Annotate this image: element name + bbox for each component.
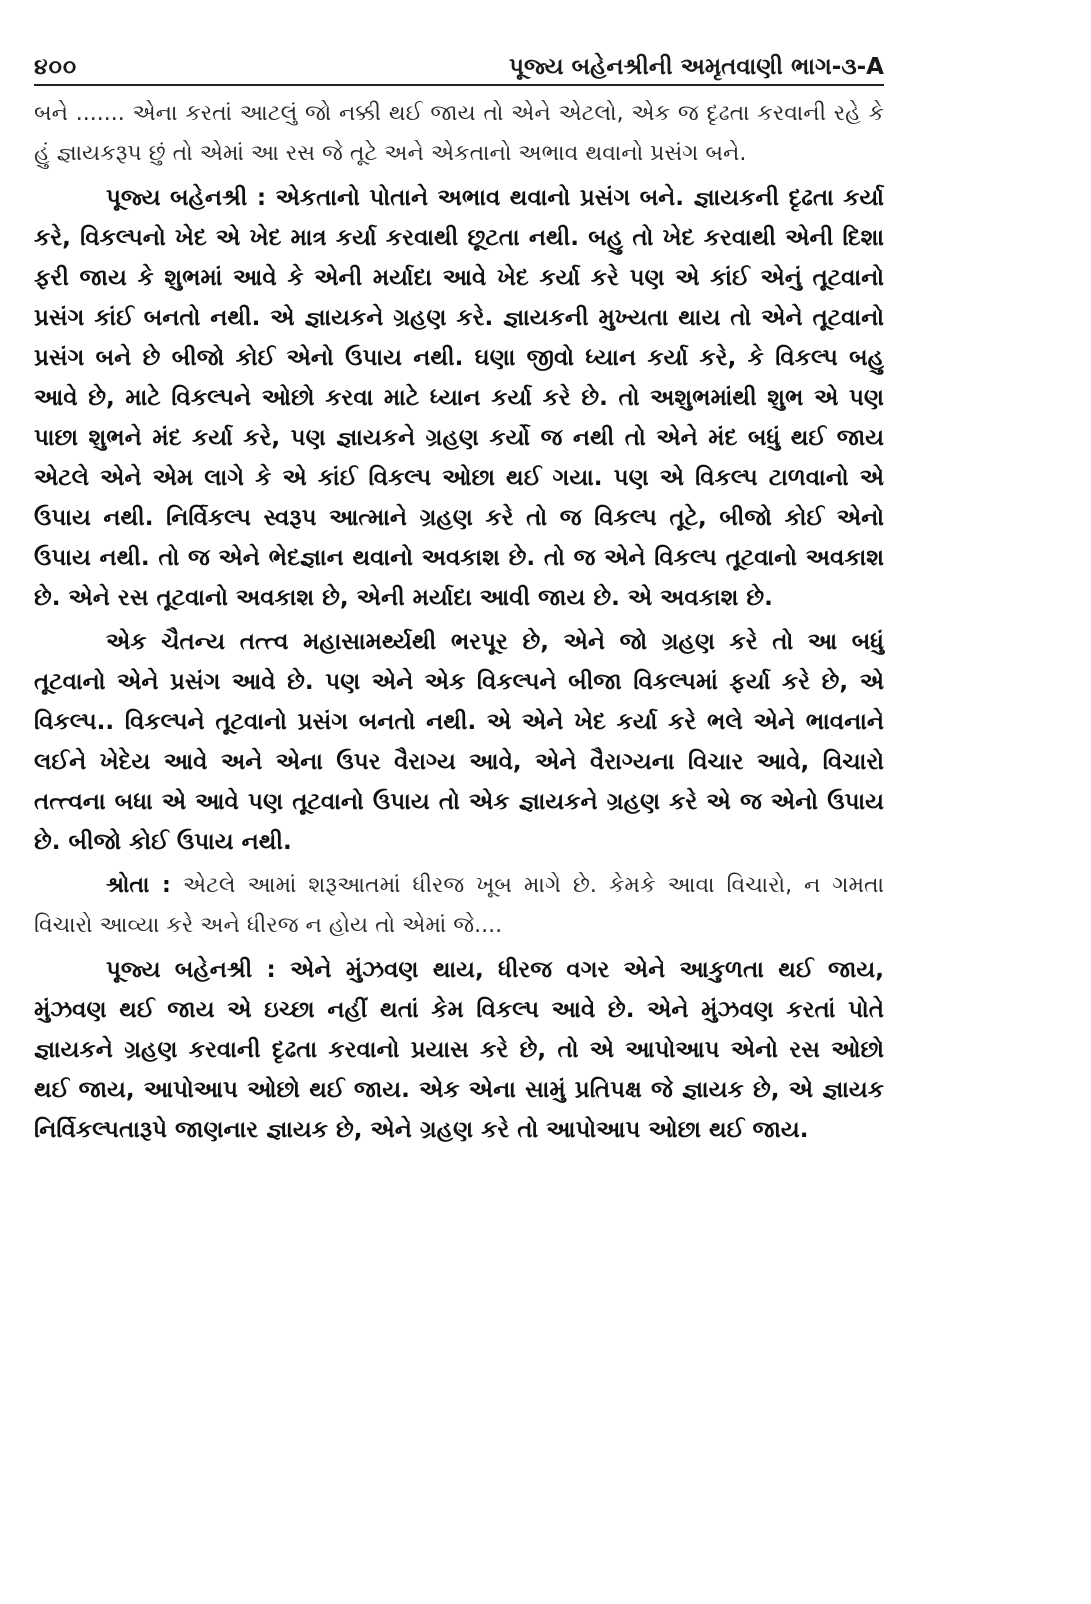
- paragraph-continuation: [34, 94, 884, 174]
- paragraph-speaker-reply: [34, 950, 884, 1150]
- paragraph-text: એક ચૈતન્ય તત્ત્વ મહાસામર્થ્યથી ભરપૂર છે, એને જો ગ્રહણ કરે તો આ બધું તૂટવાનો એને પ્રસંગ આવે છે. પણ એને એક વિકલ્પને બીજા વિકલ્પમાં ફર્યા કરે છે, એ વિકલ્પ.. વિકલ્પને તૂટવાનો પ્રસંગ બનતો નથી. એ એને ખેદ કર્યા કરે ભલે એને ભાવનાને લઈને ખેદેય આવે અને એના ઉપર વૈરાગ્ય આવે, એને વૈરાગ્યના વિચાર આવે, વિચારો તત્ત્વના બધા એ આવે પણ તૂટવાનો ઉપાય તો એક જ્ઞાયકને ગ્રહણ કરે એ જ એનો ઉપાય છે. બીજો કોઈ ઉપાય નથી.: [34, 629, 884, 855]
- speaker-label: શ્રોતા :: [106, 873, 171, 898]
- paragraph-text: એટલે આમાં શરૂઆતમાં ધીરજ ખૂબ માગે છે. કેમકે આવા વિચારો, ન ગમતા વિચારો આવ્યા કરે અને ધીરજ ન હોય તો એમાં જે....: [34, 873, 884, 938]
- running-title: પૂજ્ય બહેનશ્રીની અમૃતવાણી ભાગ-૩-A: [509, 54, 884, 80]
- page-body: [34, 94, 884, 1150]
- document-page: [34, 44, 884, 1154]
- paragraph-speaker-continued: [34, 622, 884, 862]
- paragraph-text: એકતાનો પોતાને અભાવ થવાનો પ્રસંગ બને. જ્ઞાયકની દૃઢતા કર્યા કરે, વિકલ્પનો ખેદ એ ખેદ માત્ર કર્યા કરવાથી છૂટતા નથી. બહુ તો ખેદ કરવાથી એની દિશા ફરી જાય કે શુભમાં આવે કે એની મર્યાદા આવે ખેદ કર્યા કરે પણ એ કાંઈ એનું તૂટવાનો પ્રસંગ કાંઈ બનતો નથી. એ જ્ઞાયકને ગ્રહણ કરે. જ્ઞાયકની મુખ્યતા થાય તો એને તૂટવાનો પ્રસંગ બને છે બીજો કોઈ એનો ઉપાય નથી. ઘણા જીવો ધ્યાન કર્યા કરે, કે વિકલ્પ બહુ આવે છે, માટે વિકલ્પને ઓછો કરવા માટે ધ્યાન કર્યા કરે છે. તો અશુભમાંથી શુભ એ પણ પાછા શુભને મંદ કર્યા કરે, પણ જ્ઞાયકને ગ્રહણ કર્યો જ નથી તો એને મંદ બધું થઈ જાય એટલે એને એમ લાગે કે એ કાંઈ વિકલ્પ ઓછા થઈ ગયા. પણ એ વિકલ્પ ટાળવાનો એ ઉપાય નથી. નિર્વિકલ્પ સ્વરૂપ આત્માને ગ્રહણ કરે તો જ વિકલ્પ તૂટે, બીજો કોઈ એનો ઉપાય નથી. તો જ એને ભેદજ્ઞાન થવાનો અવકાશ છે. તો જ એને વિકલ્પ તૂટવાનો અવકાશ છે. એને રસ તૂટવાનો અવકાશ છે, એની મર્યાદા આવી જાય છે. એ અવકાશ છે.: [34, 185, 884, 611]
- paragraph-speaker-reply: [34, 178, 884, 618]
- paragraph-text: બને ....... એના કરતાં આટલું જો નક્કી થઈ જાય તો એને એટલો, એક જ દૃઢતા કરવાની રહે કે હું જ્ઞાયકરૂપ છું તો એમાં આ રસ જે તૂટે અને એકતાનો અભાવ થવાનો પ્રસંગ બને.: [34, 101, 884, 166]
- paragraph-text: એને મુંઝવણ થાય, ધીરજ વગર એને આકુળતા થઈ જાય, મુંઝવણ થઈ જાય એ ઇચ્છા નહીં થતાં કેમ વિકલ્પ આવે છે. એને મુંઝવણ કરતાં પોતે જ્ઞાયકને ગ્રહણ કરવાની દૃઢતા કરવાનો પ્રયાસ કરે છે, તો એ આપોઆપ એનો રસ ઓછો થઈ જાય, આપોઆપ ઓછો થઈ જાય. એક એના સામું પ્રતિપક્ષ જે જ્ઞાયક છે, એ જ્ઞાયક નિર્વિકલ્પતારૂપે જાણનાર જ્ઞાયક છે, એને ગ્રહણ કરે તો આપોઆપ ઓછા થઈ જાય.: [34, 957, 884, 1143]
- paragraph-listener-question: [34, 866, 884, 946]
- page-number: ૪૦૦: [34, 55, 78, 80]
- speaker-label: પૂજ્ય બહેનશ્રી :: [106, 185, 267, 211]
- page-header: [34, 44, 884, 86]
- speaker-label: પૂજ્ય બહેનશ્રી :: [106, 957, 276, 983]
